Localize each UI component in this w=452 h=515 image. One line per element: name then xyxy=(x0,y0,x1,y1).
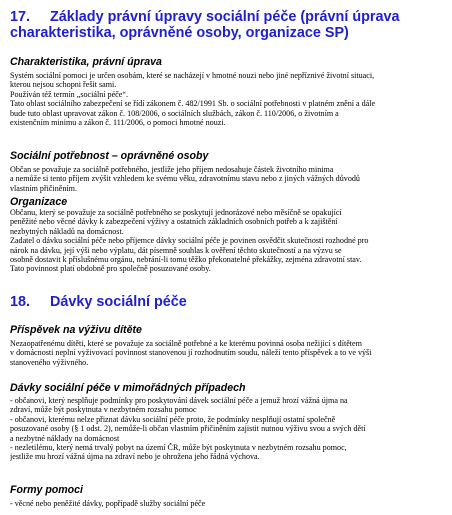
formy-title: Formy pomoci xyxy=(10,484,83,496)
text-line: posuzované osoby (§ 1 odst. 2), nemůže-li občan vlastním přičiněním zajistit nutnou výživu svou a svých dětí xyxy=(10,424,366,434)
charakteristika-title: Charakteristika, právní úprava xyxy=(10,56,162,68)
section-number: 18. xyxy=(10,294,31,310)
section-18-heading xyxy=(10,294,187,310)
mimoradne-title: Dávky sociální péče v mimořádných případech xyxy=(10,382,246,394)
text-line: Tato povinnost platí obdobně pro společně posuzované osoby. xyxy=(10,264,211,274)
heading-line-1: Dávky sociální péče xyxy=(50,294,187,310)
charakteristika-body xyxy=(10,71,442,127)
potrebnost-body xyxy=(10,165,442,193)
text-line: zdraví, může být poskytnuta v nezbytném rozsahu pomoc xyxy=(10,405,197,415)
text-line: - občanovi, kterému nelze přiznat dávku sociální péče proto, že podmínky nesplňují ostatní společně xyxy=(10,414,336,424)
text-line: - občanovi, který nesplňuje podmínky pro poskytování dávek sociální péče a jemuž hrozí vážná újma na xyxy=(10,396,348,405)
text-line: a nemůže si tento příjem zvýšit vzhledem ke svému věku, zdravotnímu stavu nebo z jiných vážných důvodů xyxy=(10,174,360,184)
text-line: v domácnosti neplní vyživovací povinnost stanovenou jí rozhodnutím soudu, náleží tento příspěvek a to ve výši xyxy=(10,348,372,358)
section-17-heading xyxy=(10,9,400,41)
text-line: Systém sociální pomoci je určen osobám, které se nacházejí v hmotné nouzi nebo jiné nepříznivé životní situaci, xyxy=(10,71,375,80)
text-line: Občan se považuje za sociálně potřebného, jestliže jeho příjem nedosahuje částek životního minima xyxy=(10,165,334,174)
prispevek-body xyxy=(10,339,442,367)
text-line: Nezaopatřenému dítěti, které se považuje za sociálně potřebné a ke kterému povinná osoba nežijící s dítětem xyxy=(10,339,362,348)
text-line: osobně dostavit k příslušnému orgánu, nebrání-li tomu těžko překonatelné překážky, zejména zdravotní stav. xyxy=(10,255,362,265)
text-line: jestliže mu hrozí vážná újma na zdraví nebo je ohrožena jeho řádná výchova. xyxy=(10,452,260,462)
text-line: nárok na dávku, její výši nebo výplatu, dát písemně souhlas k ověření těchto skutečností a na výzvu se xyxy=(10,245,342,255)
prispevek-title: Příspěvek na výživu dítěte xyxy=(10,324,142,336)
text-line: Zadatel o dávku sociální péče nebo příjemce dávky sociální péče je povinen osvědčit skutečnosti rozhodné pro xyxy=(10,236,369,246)
heading-line-1: Základy právní úpravy sociální péče (právní úprava xyxy=(50,9,400,25)
formy-body xyxy=(10,499,442,508)
text-line: existenčním minimu a zákon č. 111/2006, o pomoci hmotné nouzi. xyxy=(10,118,226,128)
heading-line-2: charakteristika, oprávněné osoby, organizace SP) xyxy=(10,25,349,41)
text-line: - věcné nebo peněžité dávky, popřípadě služby sociální péče xyxy=(10,499,206,508)
text-line: a nezbytné náklady na domácnost xyxy=(10,433,120,443)
text-line: Používán též termín „sociální péče“. xyxy=(10,89,128,99)
mimoradne-body xyxy=(10,396,442,462)
text-line: Občanu, který se považuje za sociálně potřebného se poskytují jednorázové nebo měsíčně se opakující xyxy=(10,208,342,217)
text-line: peněžité nebo věcné dávky k zabezpečení výživy a ostatních základních osobních potřeb a k zajištění xyxy=(10,217,338,227)
text-line: vlastním přičiněním. xyxy=(10,183,77,193)
potrebnost-title: Sociální potřebnost – oprávněné osoby xyxy=(10,150,209,162)
text-line: bude tuto oblast upravovat zákon č. 108/2006, o sociálních službách, zákon č. 110/2006, o životním a xyxy=(10,108,339,118)
text-line: kterou nejsou schopni řešit sami. xyxy=(10,80,117,90)
text-line: stanoveného výživného. xyxy=(10,357,89,367)
text-line: Tato oblast sociálního zabezpečení se řídí zákonem č. 482/1991 Sb. o sociální potřebnosti v platném znění a dále xyxy=(10,99,376,109)
organizace-body xyxy=(10,208,442,274)
section-number: 17. xyxy=(10,9,31,25)
organizace-title: Organizace xyxy=(10,196,68,208)
text-line: - nezletilému, který nemá trvalý pobyt na území ČR, může být poskytnuta v nezbytném rozsahu pomoc, xyxy=(10,443,347,453)
text-line: nezbytných nákladů na domácnost. xyxy=(10,226,124,236)
